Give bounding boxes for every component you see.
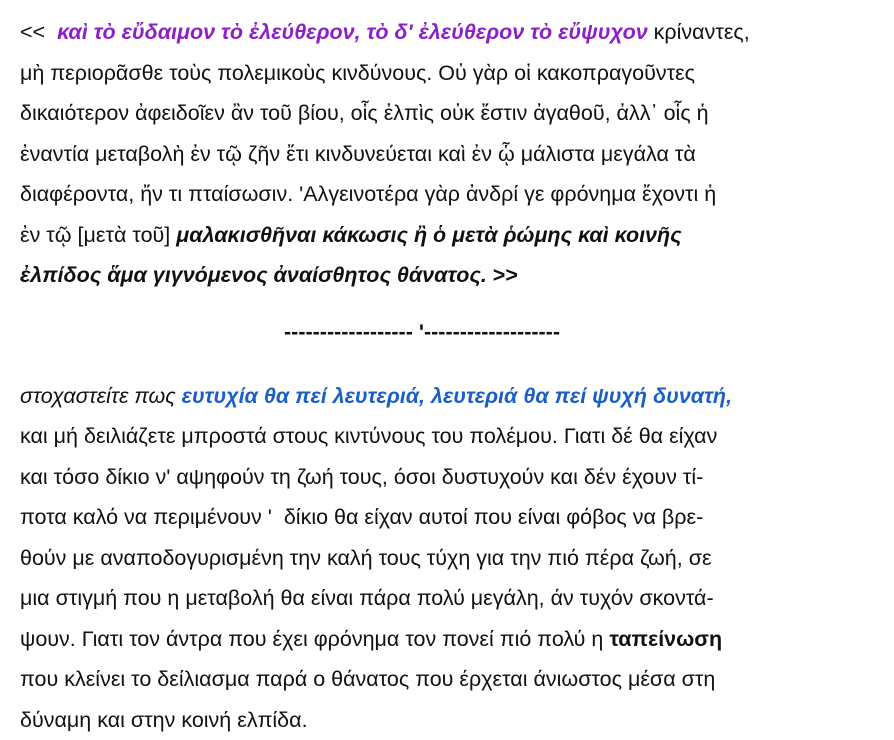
modern-line-7-bold: ταπείνωση: [609, 627, 722, 651]
ancient-line-6-start: ἐν τῷ [μετὰ τοῦ]: [20, 223, 170, 247]
modern-line-1: [20, 376, 884, 417]
modern-line-4: ποτα καλό να περιμένουν ' δίκιο θα είχαν αυτοί που είναι φόβος να βρε-: [20, 497, 884, 538]
modern-line-8: που κλείνει το δείλιασμα παρά ο θάνατος που έρχεται άνιωστος μέσα στη: [20, 659, 884, 700]
modern-line-6: μια στιγμή που η μεταβολή θα είναι πάρα πολύ μεγάλη, άν τυχόν σκοντά-: [20, 578, 884, 619]
ancient-line-7-bold: ἐλπίδος ἅμα γιγνόμενος ἀναίσθητος θάνατος.: [20, 263, 487, 287]
section-separator: ------------------ '-------------------: [20, 312, 884, 352]
ancient-line-1-rest: κρίναντες,: [654, 20, 750, 44]
modern-line-9: δύναμη και στην κοινή ελπίδα.: [20, 700, 884, 740]
ancient-line-5: διαφέροντα, ἤν τι πταίσωσιν. 'Αλγεινοτέρα γὰρ ἀνδρί γε φρόνημα ἔχοντι ἡ: [20, 174, 884, 215]
ancient-line-1: [20, 12, 884, 53]
highlighted-quote-phrase: καὶ τὸ εὔδαιμον τὸ ἐλεύθερον, τὸ δ' ἐλεύθερον τὸ εὔψυχον: [57, 20, 648, 44]
close-quote-marks: >>: [493, 263, 518, 287]
modern-line-3: και τόσο δίκιο ν' αψηφούν τη ζωή τους, όσοι δυστυχούν και δέν έχουν τί-: [20, 457, 884, 498]
ancient-line-6-bold: μαλακισθῆναι κάκωσις ἢ ὁ μετὰ ῥώμης καὶ κοινῆς: [176, 223, 681, 247]
modern-line-2: και μή δειλιάζετε μπροστά στους κιντύνους του πολέμου. Γιατι δέ θα είχαν: [20, 416, 884, 457]
modern-line-5: θούν με αναποδογυρισμένη την καλή τους τύχη για την πιό πέρα ζωή, σε: [20, 538, 884, 579]
ancient-line-6: [20, 215, 884, 256]
open-quote-marks: <<: [20, 20, 45, 44]
modern-line-7: [20, 619, 884, 660]
ancient-line-3: δικαιότερον ἀφειδοῖεν ἂν τοῦ βίου, οἷς ἐλπὶς οὐκ ἔστιν ἀγαθοῦ, ἀλλ᾽ οἷς ἡ: [20, 93, 884, 134]
highlighted-translation-phrase: ευτυχία θα πεί λευτεριά, λευτεριά θα πεί ψυχή δυνατή,: [182, 384, 732, 408]
ancient-line-2: μὴ περιορᾶσθε τοὺς πολεμικοὺς κινδύνους. Οὐ γὰρ οἱ κακοπραγοῦντες: [20, 53, 884, 94]
ancient-greek-passage: [20, 12, 884, 296]
modern-greek-passage: [20, 376, 884, 740]
modern-line-1-italic: στοχαστείτε πως: [20, 384, 176, 408]
ancient-line-7: [20, 255, 884, 296]
ancient-line-4: ἐναντία μεταβολὴ ἐν τῷ ζῆν ἔτι κινδυνεύεται καὶ ἐν ᾧ μάλιστα μεγάλα τὰ: [20, 134, 884, 175]
modern-line-7-start: ψουν. Γιατι τον άντρα που έχει φρόνημα τον πονεί πιό πολύ η: [20, 627, 603, 651]
